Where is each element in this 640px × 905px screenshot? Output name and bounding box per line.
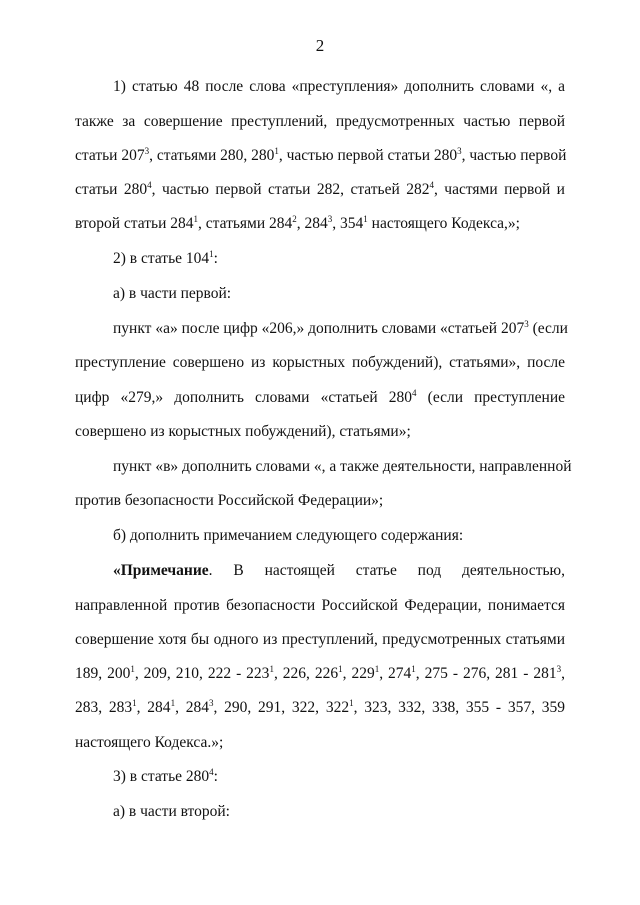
text-line: совершение хотя бы одного из преступлений, предусмотренных статьями [75,631,565,648]
text-line: 283, $283^1$, $284^1$, $284^3$, 290, 291, 322, $322^1$, 323, 332, 338, 355 - 357, 359 [75,698,566,716]
text-line: а) в части первой: [113,285,232,302]
text-line: б) дополнить примечанием следующего содержания: [113,527,464,544]
text-line: совершено из корыстных побуждений), статьями»; [75,423,411,440]
text-line: пункт «а» после цифр «206,» дополнить словами «статьей $207^3$ (если [113,319,568,337]
text-line: 2) в статье $104^1$: [113,249,218,267]
text-line: также за совершение преступлений, предусмотренных частью первой [75,113,565,130]
page-number: 2 [315,36,325,55]
text-line: цифр «279,» дополнить словами «статьей $280^4$ (если преступление [75,388,566,406]
text-line: 1) статью 48 после слова «преступления» дополнить словами «, а [113,78,565,95]
text-line: пункт «в» дополнить словами «, а также деятельности, направленной [113,458,572,475]
note-heading-line: «Примечание. В настоящей статье под деятельностью, [113,562,565,579]
text-line: статьи $280^4$, частью первой статьи 282, статьей $282^4$, частями первой и [75,180,565,198]
text-line: настоящего Кодекса.»; [75,734,224,751]
text-line: направленной против безопасности Российской Федерации, понимается [75,597,565,614]
text-line: против безопасности Российской Федерации»; [75,492,384,509]
text-line: второй статьи $284^1$, статьями $284^2$, $284^3$, $354^1$ настоящего Кодекса,»; [75,214,520,232]
text-line: преступление совершено из корыстных побуждений), статьями», после [75,354,565,371]
text-line: а) в части второй: [113,803,230,820]
text-line: 3) в статье $280^4$: [113,767,218,785]
text-line: 189, $200^1$, 209, 210, $222 - 223^1$, 226, $226^1$, $229^1$, $274^1$, 275 - 276, $281 - 281^3$, [75,664,566,682]
text-line: статьи $207^3$, статьями 280, $280^1$, частью первой статьи $280^3$, частью первой [75,146,567,164]
